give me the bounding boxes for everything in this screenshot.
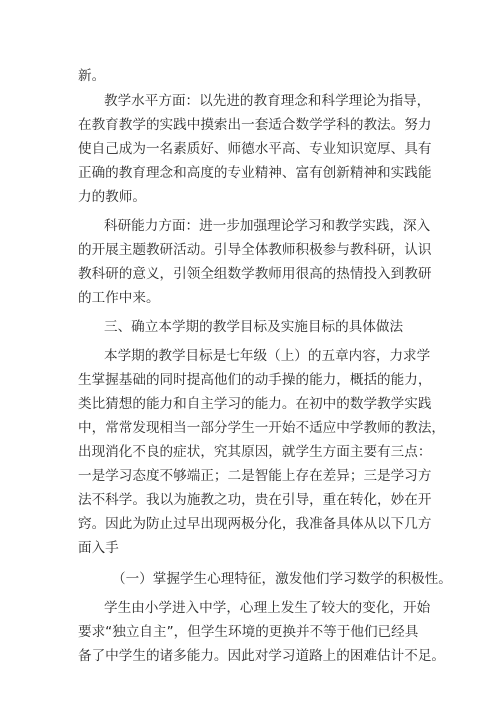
text-line: 出现消化不良的症状，究其原因，就学生方面主要有三点： bbox=[78, 444, 432, 460]
text-line: 法不科学。我以为施教之功，贵在引导，重在转化，妙在开 bbox=[78, 492, 432, 508]
text-line: 的开展主题教研活动。引导全体教师积极参与教科研，认识 bbox=[78, 242, 432, 258]
text-line: 正确的教育理念和高度的专业精神、富有创新精神和实践能 bbox=[78, 165, 432, 181]
text-line: 窍。因此为防止过早出现两极分化，我准备具体从以下几方 bbox=[78, 516, 432, 532]
subsection-heading: （一）掌握学生心理特征，激发他们学习数学的积极性。 bbox=[112, 571, 452, 587]
text-line: 备了中学生的诸多能力。因此对学习道路上的困难估计不足。 bbox=[78, 648, 446, 664]
text-line: 学生由小学进入中学，心理上发生了较大的变化，开始 bbox=[104, 600, 431, 616]
text-line: 教学水平方面：以先进的教育理念和科学理论为指导， bbox=[104, 93, 431, 109]
text-line: 使自己成为一名素质好、师德水平高、专业知识宽厚、具有 bbox=[78, 141, 432, 157]
text-line: 新。 bbox=[78, 68, 106, 84]
text-line: 中，常常发现相当一部分学生一开始不适应中学教师的教法， bbox=[78, 420, 446, 436]
section-heading: 三、确立本学期的教学目标及实施目标的具体做法 bbox=[104, 319, 404, 335]
text-line: 科研能力方面：进一步加强理论学习和教学实践，深入 bbox=[104, 218, 431, 234]
text-line: 面入手 bbox=[78, 540, 119, 556]
text-line: 要求“独立自主”，但学生环境的更换并不等于他们已经具 bbox=[78, 624, 419, 640]
text-line: 本学期的教学目标是七年级（上）的五章内容，力求学 bbox=[104, 348, 431, 364]
text-line: 的工作中来。 bbox=[78, 290, 160, 306]
text-line: 生掌握基础的同时提高他们的动手操的能力，概括的能力， bbox=[78, 372, 432, 388]
text-line: 一是学习态度不够端正；二是智能上存在差异；三是学习方 bbox=[78, 468, 432, 484]
text-line: 在教育教学的实践中摸索出一套适合数学学科的教法。努力 bbox=[78, 117, 432, 133]
text-line: 类比猜想的能力和自主学习的能力。在初中的数学教学实践 bbox=[78, 396, 432, 412]
text-line: 教科研的意义，引领全组数学教师用很高的热情投入到教研 bbox=[78, 266, 432, 282]
text-line: 力的教师。 bbox=[78, 189, 146, 205]
